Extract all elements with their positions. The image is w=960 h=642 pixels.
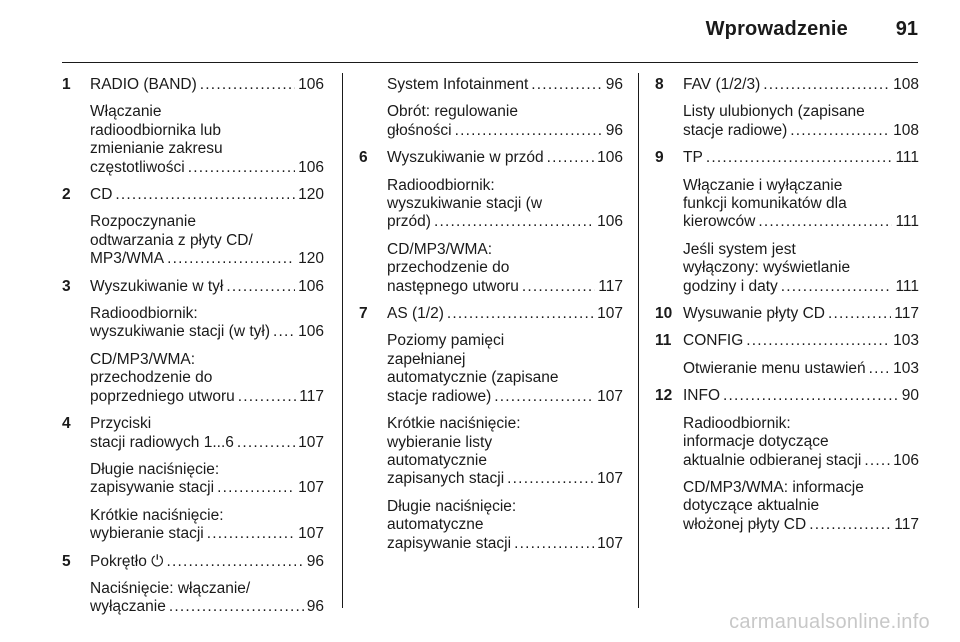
sub-entry-text-line: Radioodbiornik:: [90, 305, 198, 323]
dot-leader: [790, 122, 890, 140]
sub-entry-text-line: Naciśnięcie: włączanie/: [90, 579, 251, 597]
dot-leader: [522, 278, 595, 296]
sub-entry-label: przód): [387, 213, 431, 231]
dot-leader: [723, 387, 899, 405]
page-reference[interactable]: 96: [306, 552, 324, 570]
sub-entry-reference-line[interactable]: [90, 159, 324, 177]
page-number: 91: [895, 18, 918, 40]
entry-reference-line[interactable]: [683, 332, 919, 350]
page-reference[interactable]: 107: [597, 305, 623, 323]
sub-entry-reference-line[interactable]: [387, 213, 623, 231]
sub-entry-label: kierowców: [683, 213, 756, 231]
entry-reference-line[interactable]: [90, 553, 324, 571]
page-reference[interactable]: 108: [893, 121, 919, 139]
index-sub-entry: [90, 351, 324, 406]
sub-entry-label: godziny i daty: [683, 277, 778, 295]
page-reference[interactable]: 117: [299, 387, 324, 405]
entry-number: 2: [62, 186, 71, 204]
sub-entry-text-line: CD/MP3/WMA:: [387, 240, 493, 258]
index-column-3: [655, 76, 919, 534]
page-reference[interactable]: 96: [605, 121, 623, 139]
dot-leader: [706, 149, 893, 167]
sub-entry-label: wybieranie stacji: [90, 525, 204, 543]
sub-entry-text-line: Jeśli system jest: [683, 240, 796, 258]
sub-entry-text-line: wyłączony: wyświetlanie: [683, 259, 851, 277]
entry-number: 8: [655, 76, 664, 93]
entry-label: Wyszukiwanie w tył: [90, 277, 224, 295]
sub-entry-reference-line[interactable]: [90, 525, 324, 543]
dot-leader: [828, 305, 891, 323]
index-entry: [359, 149, 623, 296]
page-reference[interactable]: 107: [298, 525, 324, 543]
dot-leader: [746, 332, 890, 350]
sub-entry-label: zapisywanie stacji: [387, 534, 512, 552]
page-reference[interactable]: 111: [895, 277, 919, 295]
sub-entry-reference-line[interactable]: [387, 388, 623, 406]
sub-entry-reference-line[interactable]: [683, 516, 919, 534]
entry-label: CONFIG: [683, 332, 744, 350]
sub-entry-label: System Infotainment: [387, 76, 529, 93]
sub-entry-label: stacje radiowe): [387, 387, 492, 405]
page-reference[interactable]: 106: [298, 76, 324, 93]
dot-leader: [864, 452, 890, 470]
entry-number: 9: [655, 149, 664, 167]
dot-leader: [237, 434, 295, 452]
sub-entry-reference-line[interactable]: [387, 76, 623, 94]
page-reference[interactable]: 111: [895, 149, 919, 167]
entry-number: 1: [62, 76, 71, 93]
sub-entry-reference-line[interactable]: [90, 598, 324, 616]
entry-label: stacji radiowych 1...6: [90, 433, 234, 451]
dot-leader: [238, 388, 297, 406]
sub-entry-text-line: CD/MP3/WMA: informacje: [683, 478, 864, 496]
index-entry: [359, 305, 623, 553]
page-reference[interactable]: 96: [306, 598, 324, 616]
sub-entry-label: Otwieranie menu ustawień: [683, 359, 866, 377]
sub-entry-reference-line[interactable]: [387, 278, 623, 296]
sub-entry-text-line: Długie naciśnięcie:: [90, 460, 220, 478]
entry-label: AS (1/2): [387, 305, 444, 323]
sub-entry-text-line: odtwarzania z płyty CD/: [90, 231, 253, 249]
dot-leader: [273, 323, 295, 341]
index-sub-entry: [387, 241, 623, 296]
sub-entry-text-line: przechodzenie do: [90, 369, 213, 387]
index-entry: [62, 415, 324, 543]
entry-number: 4: [62, 415, 71, 433]
sub-entry-text-line: informacje dotyczące: [683, 433, 829, 451]
page-reference[interactable]: 103: [893, 359, 919, 377]
page-reference[interactable]: 120: [298, 250, 324, 268]
page-reference[interactable]: 120: [298, 186, 324, 204]
index-sub-entry: [683, 103, 919, 140]
sub-entry-text-line: przechodzenie do: [387, 259, 510, 277]
entry-label: INFO: [683, 387, 721, 405]
entry-label: FAV (1/2/3): [683, 76, 761, 93]
sub-entry-label: częstotliwości: [90, 158, 185, 176]
sub-entry-text-line: Włączanie i wyłączanie: [683, 176, 843, 194]
sub-entry-label: stacje radiowe): [683, 121, 788, 139]
page-reference[interactable]: 107: [597, 470, 623, 488]
entry-text-line: Przyciski: [90, 415, 152, 433]
sub-entry-label: poprzedniego utworu: [90, 387, 235, 405]
page-reference[interactable]: 107: [298, 479, 324, 497]
entry-reference-line[interactable]: [683, 76, 919, 94]
index-entry: [655, 387, 919, 534]
entry-reference-line[interactable]: [387, 305, 623, 323]
dot-leader: [531, 76, 602, 94]
sub-entry-text-line: radioodbiornika lub: [90, 121, 221, 139]
page-reference[interactable]: 106: [298, 158, 324, 176]
page-reference[interactable]: 108: [893, 76, 919, 93]
sub-entry-reference-line[interactable]: [387, 122, 623, 140]
dot-leader: [758, 213, 892, 231]
page-reference[interactable]: 106: [597, 149, 623, 167]
dot-leader: [507, 470, 594, 488]
index-entry: [62, 186, 324, 269]
entry-label: CD: [90, 186, 113, 204]
sub-entry-text-line: funkcji komunikatów dla: [683, 195, 847, 213]
index-sub-entry: [90, 507, 324, 544]
index-sub-entry: [683, 177, 919, 232]
page-reference[interactable]: 117: [894, 515, 919, 533]
entry-reference-line[interactable]: [90, 434, 324, 452]
entry-reference-line[interactable]: [387, 149, 623, 167]
sub-entry-reference-line[interactable]: [683, 122, 919, 140]
page-reference[interactable]: 107: [298, 433, 324, 451]
index-entry: [62, 76, 324, 177]
sub-entry-reference-line[interactable]: [683, 360, 919, 378]
sub-entry-reference-line[interactable]: [387, 470, 623, 488]
sub-entry-text-line: wybieranie listy: [387, 433, 493, 451]
page-title: Wprowadzenie: [705, 18, 848, 40]
index-sub-entry: [387, 332, 623, 406]
dot-leader: [781, 278, 893, 296]
entry-number: 11: [655, 332, 672, 350]
index-sub-entry: [90, 305, 324, 342]
dot-leader: [763, 76, 890, 94]
dot-leader: [226, 278, 295, 296]
sub-entry-reference-line[interactable]: [683, 278, 919, 296]
dot-leader: [869, 360, 890, 378]
index-sub-entry: [387, 498, 623, 553]
page-reference[interactable]: 117: [598, 277, 623, 295]
dot-leader: [166, 553, 303, 571]
entry-number: 5: [62, 552, 71, 570]
index-entry: [655, 305, 919, 323]
index-entry: [62, 278, 324, 406]
dot-leader: [455, 122, 603, 140]
index-sub-entry: [387, 177, 623, 232]
entry-reference-line[interactable]: [90, 278, 324, 296]
sub-entry-text-line: Radioodbiornik:: [683, 414, 791, 432]
sub-entry-text-line: Krótkie naciśnięcie:: [387, 415, 521, 433]
sub-entry-label: głośności: [387, 121, 452, 139]
page-reference[interactable]: 107: [597, 534, 623, 552]
sub-entry-text-line: Rozpoczynanie: [90, 213, 196, 231]
dot-leader: [217, 479, 295, 497]
sub-entry-text-line: Radioodbiornik:: [387, 176, 495, 194]
sub-entry-reference-line[interactable]: [387, 535, 623, 553]
page-reference[interactable]: 117: [894, 305, 919, 323]
index-sub-entry: [359, 103, 623, 140]
index-entry: [655, 76, 919, 140]
dot-leader: [447, 305, 594, 323]
sub-entry-text-line: Włączanie: [90, 103, 162, 121]
sub-entry-text-line: CD/MP3/WMA:: [90, 350, 196, 368]
sub-entry-reference-line[interactable]: [90, 250, 324, 268]
sub-entry-label: włożonej płyty CD: [683, 515, 807, 533]
sub-entry-text-line: zapełnianej: [387, 350, 466, 368]
dot-leader: [547, 149, 594, 167]
entry-number: 3: [62, 277, 71, 295]
column-divider: [342, 73, 343, 608]
index-sub-entry: [90, 580, 324, 617]
entry-reference-line[interactable]: [90, 186, 324, 204]
entry-reference-line[interactable]: [683, 305, 919, 323]
index-sub-entry: [683, 479, 919, 534]
sub-entry-label: aktualnie odbieranej stacji: [683, 451, 862, 469]
page-reference[interactable]: 107: [597, 387, 623, 405]
sub-entry-text-line: Obrót: regulowanie: [387, 103, 518, 121]
entry-reference-line[interactable]: [683, 387, 919, 405]
sub-entry-reference-line[interactable]: [90, 479, 324, 497]
dot-leader: [188, 159, 295, 177]
entry-number: 6: [359, 149, 368, 167]
page-reference[interactable]: 106: [893, 451, 919, 469]
sub-entry-text-line: dotyczące aktualnie: [683, 497, 820, 515]
dot-leader: [809, 516, 891, 534]
page-reference[interactable]: 106: [597, 213, 623, 231]
sub-entry-text-line: automatycznie (zapisane: [387, 369, 559, 387]
sub-entry-text-line: automatycznie: [387, 451, 487, 469]
entry-label: RADIO (BAND): [90, 76, 197, 93]
sub-entry-label: MP3/WMA: [90, 250, 165, 268]
dot-leader: [207, 525, 295, 543]
index-sub-entry: [683, 415, 919, 470]
index-column-1: [62, 76, 324, 617]
sub-entry-label: zapisywanie stacji: [90, 479, 215, 497]
page-header: [0, 0, 960, 62]
sub-entry-reference-line[interactable]: [683, 452, 919, 470]
index-entry: [655, 332, 919, 378]
index-sub-entry: [90, 103, 324, 177]
index-entry: [655, 149, 919, 296]
sub-entry-text-line: Krótkie naciśnięcie:: [90, 506, 224, 524]
sub-entry-reference-line[interactable]: [90, 388, 324, 406]
sub-entry-text-line: Poziomy pamięci: [387, 332, 505, 350]
dot-leader: [169, 598, 304, 616]
dot-leader: [494, 388, 594, 406]
index-entry: [62, 553, 324, 617]
page-reference[interactable]: 111: [895, 213, 919, 231]
dot-leader: [167, 250, 295, 268]
sub-entry-text-line: Listy ulubionych (zapisane: [683, 103, 865, 121]
sub-entry-text-line: wyszukiwanie stacji (w: [387, 195, 543, 213]
entry-number: 12: [655, 387, 673, 405]
dot-leader: [514, 535, 594, 553]
entry-label: TP: [683, 149, 703, 167]
entry-reference-line[interactable]: [683, 149, 919, 167]
page-reference[interactable]: 90: [901, 387, 919, 405]
sub-entry-label: następnego utworu: [387, 277, 519, 295]
entry-label: Pokrętło ⏻: [90, 552, 164, 570]
sub-entry-text-line: zmienianie zakresu: [90, 140, 223, 158]
page-reference[interactable]: 106: [298, 277, 324, 295]
page-reference[interactable]: 103: [893, 332, 919, 350]
index-sub-entry: [387, 415, 623, 489]
sub-entry-reference-line[interactable]: [683, 213, 919, 231]
index-sub-entry: [90, 461, 324, 498]
sub-entry-label: wyłączanie: [90, 598, 166, 616]
header-rule: [62, 62, 918, 63]
index-sub-entry: [359, 76, 623, 94]
entry-label: Wysuwanie płyty CD: [683, 305, 825, 323]
sub-entry-text-line: Długie naciśnięcie:: [387, 497, 517, 515]
entry-reference-line[interactable]: [90, 76, 324, 94]
page-reference[interactable]: 106: [298, 323, 324, 341]
entry-number: 7: [359, 305, 368, 323]
watermark: carmanualsonline.info: [729, 611, 930, 633]
dot-leader: [200, 76, 295, 94]
index-sub-entry: [683, 360, 919, 378]
sub-entry-label: zapisanych stacji: [387, 470, 505, 488]
sub-entry-label: wyszukiwanie stacji (w tył): [90, 323, 271, 341]
entry-number: 10: [655, 305, 673, 323]
index-column-2: [359, 76, 623, 553]
page-reference[interactable]: 96: [605, 76, 623, 93]
column-divider: [638, 73, 639, 608]
sub-entry-reference-line[interactable]: [90, 323, 324, 341]
sub-entry-text-line: automatyczne: [387, 516, 484, 534]
dot-leader: [115, 186, 295, 204]
index-sub-entry: [90, 213, 324, 268]
dot-leader: [434, 213, 594, 231]
index-sub-entry: [683, 241, 919, 296]
entry-label: Wyszukiwanie w przód: [387, 149, 544, 167]
